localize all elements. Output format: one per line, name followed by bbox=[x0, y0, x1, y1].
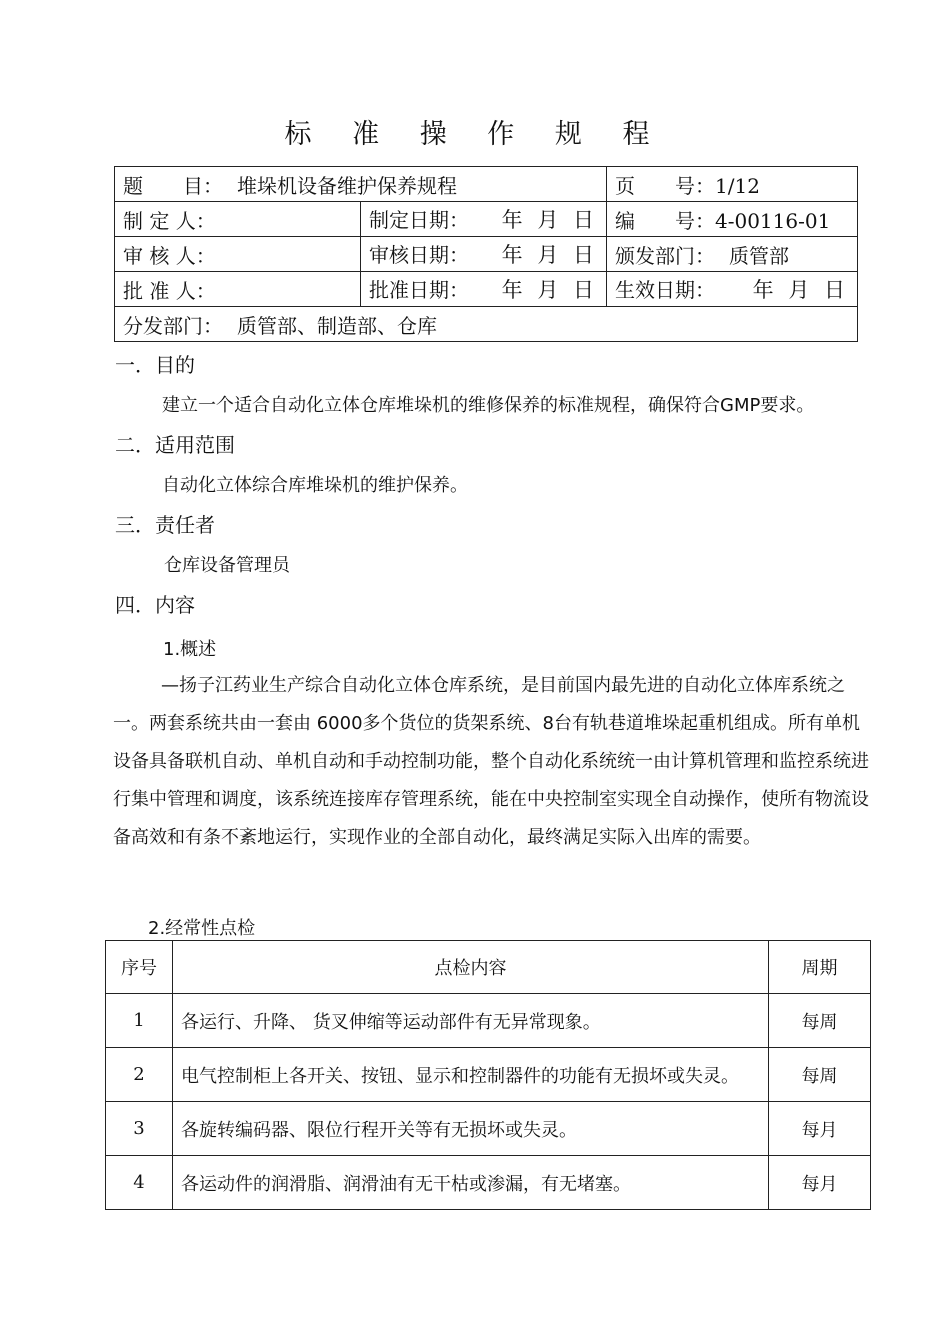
issue-dept-value: 质管部 bbox=[729, 243, 789, 268]
author-cell bbox=[115, 202, 361, 237]
row-seq: 2 bbox=[106, 1048, 173, 1102]
section-3-text: 仓库设备管理员 bbox=[164, 555, 290, 576]
col-header-content: 点检内容 bbox=[173, 941, 769, 994]
table-row bbox=[106, 1102, 871, 1156]
distribution-label: 分发部门： bbox=[123, 313, 223, 338]
approve-date-label: 批准日期： bbox=[369, 278, 469, 302]
code-label: 编 号： bbox=[615, 208, 715, 233]
author-date-cell bbox=[361, 202, 607, 237]
section-1-title: 一．目的 bbox=[115, 353, 195, 377]
check-table-header bbox=[106, 941, 871, 994]
section-1-text: 建立一个适合自动化立体仓库堆垛机的维修保养的标准规程，确保符合GMP要求。 bbox=[162, 395, 815, 416]
page-label: 页 号： bbox=[615, 173, 715, 198]
approve-date-ymd: 年 月 日 bbox=[501, 278, 598, 302]
author-date-label: 制定日期： bbox=[369, 208, 469, 232]
approve-date-cell bbox=[361, 272, 607, 307]
effective-date-label: 生效日期： bbox=[615, 278, 715, 302]
section-3-title: 三．责任者 bbox=[115, 513, 215, 537]
page-cell bbox=[607, 167, 858, 202]
approver-cell bbox=[115, 272, 361, 307]
overview-paragraph: —扬子江药业生产综合自动化立体仓库系统，是目前国内最先进的自动化立体库系统之一。两套系统共由一套由 6000多个货位的货架系统、8台有轨巷道堆垛起重机组成。所有单机设备具备联机自动、单机自动和手动控制功能，整个自动化系统统一由计算机管理和监控系统进行集中管理和调度，该系统连接库存管理系统，能在中央控制室实现全自动操作，使所有物流设备高效和有条不紊地运行，实现作业的全部自动化，最终满足实际入出库的需要。 bbox=[113, 675, 869, 848]
effective-date-cell bbox=[607, 272, 858, 307]
reviewer-label: 审 核 人： bbox=[123, 243, 216, 268]
subsection-2-title: 2.经常性点检 bbox=[148, 918, 256, 939]
author-label: 制 定 人： bbox=[123, 208, 216, 233]
section-2-title: 二．适用范围 bbox=[115, 433, 235, 457]
code-cell bbox=[607, 202, 858, 237]
distribution-cell bbox=[115, 307, 858, 342]
page-value: 1/12 bbox=[715, 173, 760, 198]
header-table bbox=[114, 166, 858, 342]
approver-label: 批 准 人： bbox=[123, 278, 216, 303]
table-row bbox=[106, 1048, 871, 1102]
subject-value: 堆垛机设备维护保养规程 bbox=[237, 173, 457, 198]
row-seq: 1 bbox=[106, 994, 173, 1048]
review-date-cell bbox=[361, 237, 607, 272]
subject-label: 题 目： bbox=[123, 173, 223, 198]
row-seq: 4 bbox=[106, 1156, 173, 1210]
review-date-label: 审核日期： bbox=[369, 243, 469, 267]
check-table bbox=[105, 940, 871, 1210]
col-header-period: 周期 bbox=[769, 941, 871, 994]
document-title: 标 准 操 作 规 程 bbox=[284, 119, 666, 150]
effective-date-ymd: 年 月 日 bbox=[752, 278, 849, 302]
table-row bbox=[106, 994, 871, 1048]
row-period: 每月 bbox=[769, 1156, 871, 1210]
row-period: 每周 bbox=[769, 994, 871, 1048]
col-header-seq: 序号 bbox=[106, 941, 173, 994]
code-value: 4-00116-01 bbox=[715, 208, 831, 233]
issue-dept-label: 颁发部门： bbox=[615, 243, 715, 268]
author-date-ymd: 年 月 日 bbox=[501, 208, 598, 232]
row-content: 各运动件的润滑脂、润滑油有无干枯或渗漏，有无堵塞。 bbox=[173, 1156, 769, 1210]
reviewer-cell bbox=[115, 237, 361, 272]
distribution-value: 质管部、制造部、仓库 bbox=[237, 313, 437, 338]
row-seq: 3 bbox=[106, 1102, 173, 1156]
subsection-1-title: 1.概述 bbox=[163, 639, 217, 660]
issue-dept-cell bbox=[607, 237, 858, 272]
subject-cell bbox=[115, 167, 607, 202]
row-period: 每周 bbox=[769, 1048, 871, 1102]
row-period: 每月 bbox=[769, 1102, 871, 1156]
row-content: 各旋转编码器、限位行程开关等有无损坏或失灵。 bbox=[173, 1102, 769, 1156]
section-4-title: 四．内容 bbox=[115, 593, 195, 617]
section-2-text: 自动化立体综合库堆垛机的维护保养。 bbox=[162, 475, 468, 496]
row-content: 各运行、升降、 货叉伸缩等运动部件有无异常现象。 bbox=[173, 994, 769, 1048]
row-content: 电气控制柜上各开关、按钮、显示和控制器件的功能有无损坏或失灵。 bbox=[173, 1048, 769, 1102]
table-row bbox=[106, 1156, 871, 1210]
review-date-ymd: 年 月 日 bbox=[501, 243, 598, 267]
